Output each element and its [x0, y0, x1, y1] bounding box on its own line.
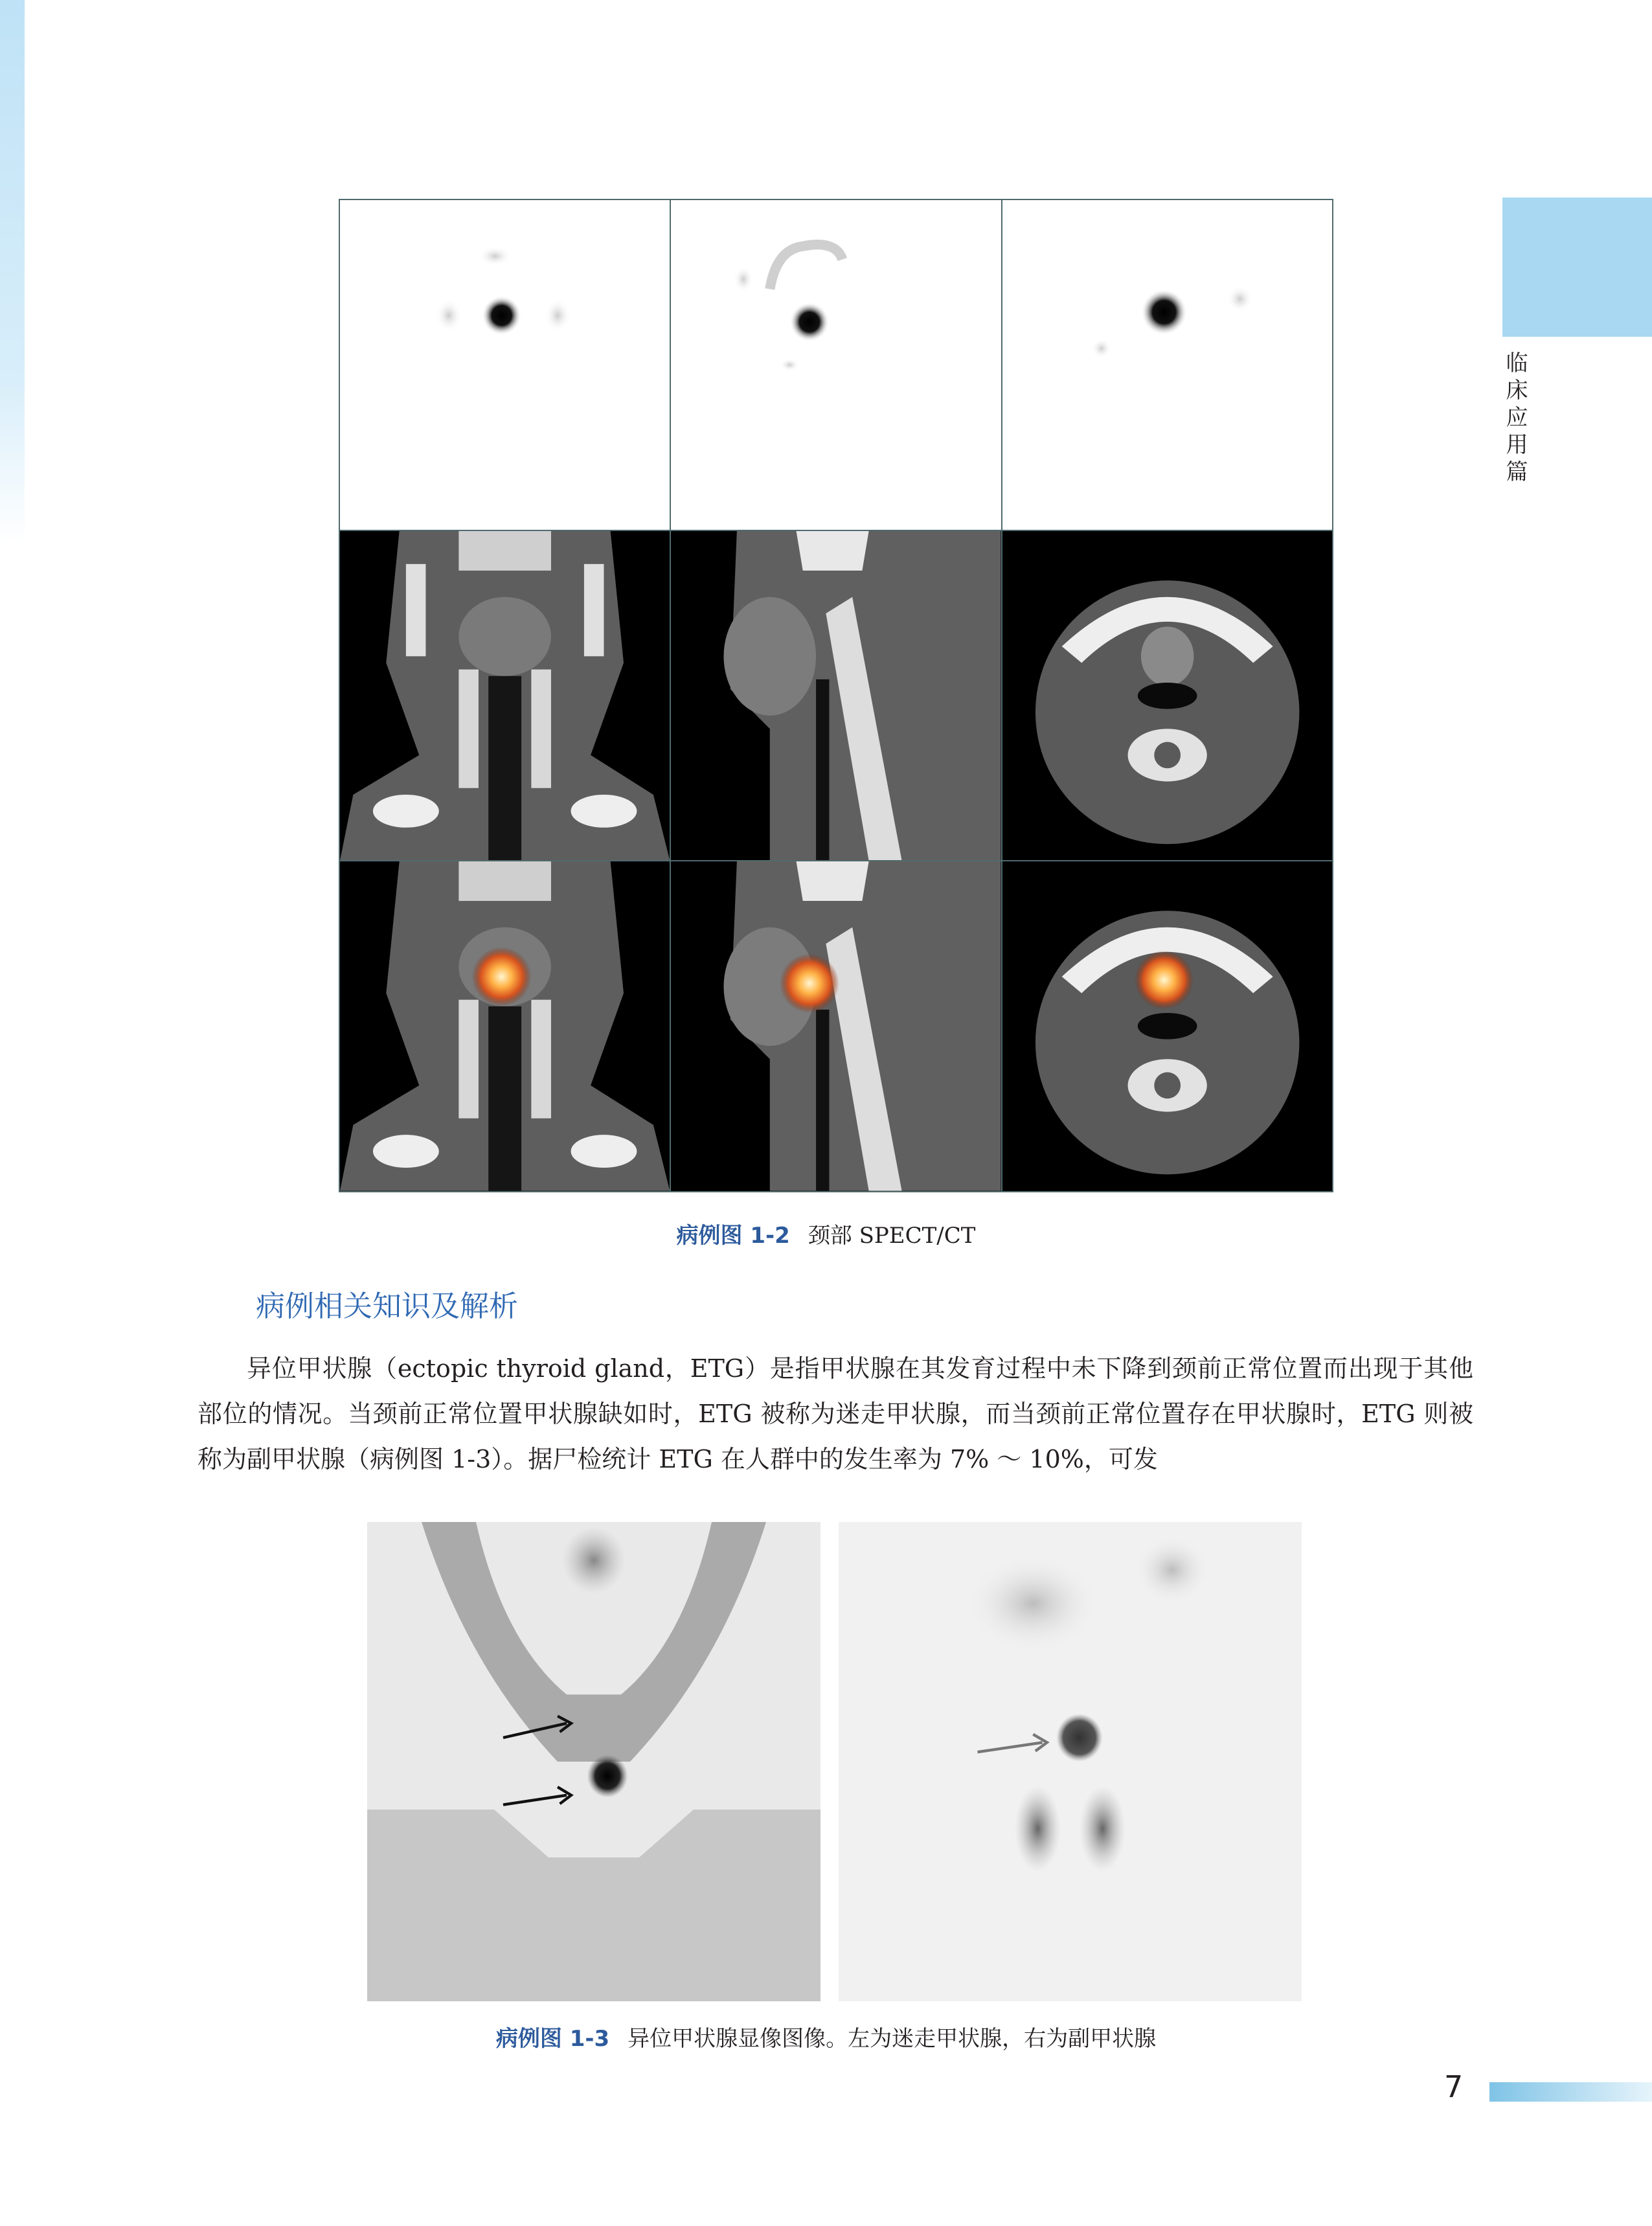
page-number-bar — [1489, 2082, 1652, 2102]
spect-coronal-image — [340, 200, 670, 530]
figure-1-3-number: 病例图 1-3 — [495, 2026, 610, 2052]
figure-1-2-text: 颈部 SPECT/CT — [808, 1223, 976, 1249]
scintigraphy-right-image — [839, 1522, 1302, 2001]
fused-coronal-image — [340, 861, 670, 1191]
ct-coronal-image — [340, 531, 670, 861]
fused-axial-image — [1002, 861, 1332, 1191]
left-edge-decoration — [0, 0, 25, 544]
side-tab-block — [1502, 198, 1652, 337]
spect-axial-image — [1002, 200, 1332, 530]
section-heading: 病例相关知识及解析 — [256, 1289, 519, 1323]
body-paragraph: 异位甲状腺（ectopic thyroid gland，ETG）是指甲状腺在其发育过程中未下降到颈前正常位置而出现于其他部位的情况。当颈前正常位置甲状腺缺如时，ETG 被称为迷走甲状腺，而当颈前正常位置存在甲状腺时，ETG 则被称为副甲状腺（病例图 1-3）。据尸检统计 ETG 在人群中的发生率为 7% ～ 10%，可发 — [198, 1354, 1473, 1473]
side-tab-label: 临床应用篇 — [1506, 350, 1528, 485]
figure-1-3-text: 异位甲状腺显像图像。左为迷走甲状腺，右为副甲状腺 — [628, 2026, 1157, 2052]
ct-axial-image — [1002, 531, 1332, 861]
scintigraphy-left-image — [367, 1522, 820, 2001]
figure-spect-ct-grid — [339, 199, 1333, 1192]
spect-sagittal-image — [671, 200, 1001, 530]
ct-sagittal-image — [671, 531, 1001, 861]
figure-1-3-caption — [0, 2021, 1652, 2052]
page-number: 7 — [1444, 2069, 1464, 2104]
figure-1-2-number: 病例图 1-2 — [676, 1223, 790, 1249]
fused-sagittal-image — [671, 861, 1001, 1191]
figure-1-2-caption — [0, 1218, 1652, 1249]
